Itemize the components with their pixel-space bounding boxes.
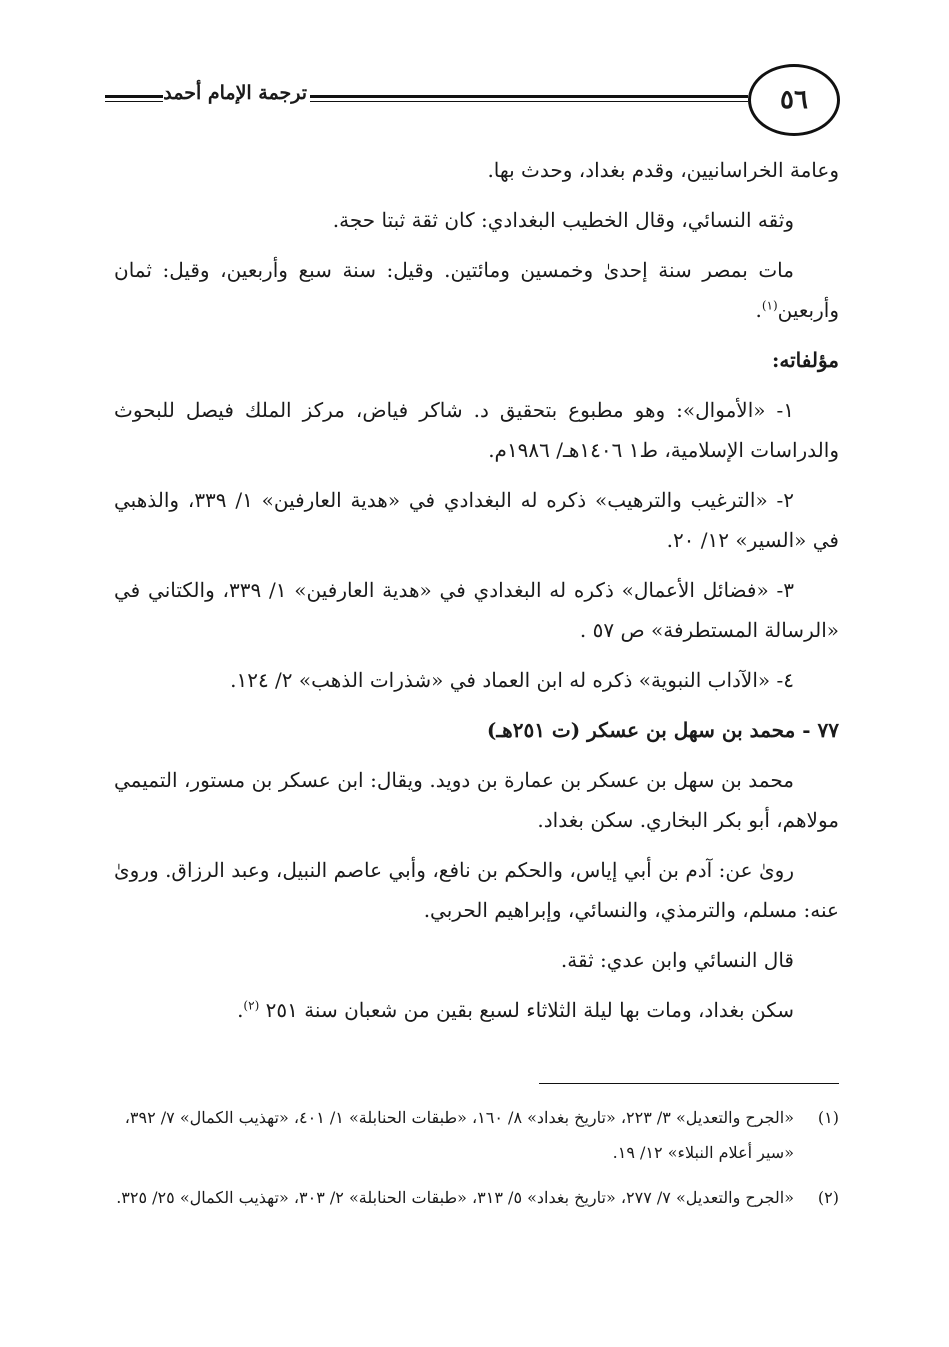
work-item: ٣- «فضائل الأعمال» ذكره له البغدادي في «هدية العارفين» ١/ ٣٣٩، والكتاني في «الرسالة المستطرفة» ص ٥٧ . (114, 578, 839, 642)
header-rule-left (105, 95, 163, 98)
header-rule (310, 95, 748, 98)
works-heading: مؤلفاته: (771, 348, 839, 372)
paragraph-text: سكن بغداد، ومات بها ليلة الثلاثاء لسبع بقين من شعبان سنة ٢٥١ (265, 998, 794, 1022)
page-number: ٥٦ (780, 85, 808, 115)
running-title: ترجمة الإمام أحمد (163, 82, 307, 104)
paragraph (114, 990, 839, 1030)
paragraph: قال النسائي وابن عدي: ثقة. (560, 948, 794, 972)
paragraph-text: مات بمصر سنة إحدىٰ وخمسين ومائتين. وقيل: سنة سبع وأربعين، وقيل: ثمان وأربعين (114, 258, 839, 322)
footnotes (104, 1100, 839, 1225)
footnote-number: (١) (817, 1108, 839, 1127)
paragraph: روىٰ عن: آدم بن أبي إياس، والحكم بن نافع، وأبي عاصم النبيل، وعبد الرزاق. وروىٰ عنه: مسلم، والترمذي، والنسائي، وإبراهيم الحربي. (114, 858, 839, 922)
header-rule-left-thin (105, 101, 163, 102)
paragraph: محمد بن سهل بن عسكر بن عمارة بن دويد. ويقال: ابن عسكر بن مستور، التميمي مولاهم، أبو بكر البخاري. سكن بغداد. (114, 768, 839, 832)
footnote-text: «الجرح والتعديل» ٧/ ٢٧٧، «تاريخ بغداد» ٥/ ٣١٣، «طبقات الحنابلة» ٢/ ٣٠٣، «تهذيب الكمال» ٢٥/ ٣٢٥. (116, 1188, 794, 1207)
main-text (114, 150, 839, 1040)
footnote-number: (٢) (817, 1188, 839, 1207)
paragraph: وعامة الخراسانيين، وقدم بغداد، وحدث بها. (487, 158, 839, 182)
footnote-ref: (١) (761, 298, 778, 313)
work-item: ٢- «الترغيب والترهيب» ذكره له البغدادي في «هدية العارفين» ١/ ٣٣٩، والذهبي في «السير» ١٢/ ٢٠. (114, 488, 839, 552)
footnote-text: «الجرح والتعديل» ٣/ ٢٢٣، «تاريخ بغداد» ٨/ ١٦٠، «طبقات الحنابلة» ١/ ٤٠١، «تهذيب الكمال» ٧/ ٣٩٢، «سير أعلام النبلاء» ١٢/ ١٩. (124, 1108, 794, 1162)
page-header (105, 62, 840, 142)
footnote-ref: (٢) (243, 998, 260, 1013)
header-rule-thin (310, 101, 748, 102)
work-item: ٤- «الآداب النبوية» ذكره له ابن العماد في «شذرات الذهب» ٢/ ١٢٤. (230, 668, 794, 692)
paragraph-end: . (755, 298, 762, 322)
footnote-separator (539, 1083, 839, 1084)
footnote (104, 1100, 839, 1170)
paragraph: وثقه النسائي، وقال الخطيب البغدادي: كان ثقة ثبتا حجة. (332, 208, 794, 232)
paragraph-end: . (237, 998, 244, 1022)
paragraph (114, 250, 839, 330)
entry-heading: ٧٧ - محمد بن سهل بن عسكر (ت ٢٥١هـ) (486, 718, 839, 742)
footnote (104, 1180, 839, 1215)
page-number-badge (748, 64, 840, 136)
work-item: ١- «الأموال»: وهو مطبوع بتحقيق د. شاكر فياض، مركز الملك فيصل للبحوث والدراسات الإسلامية، ط١ ١٤٠٦هـ/ ١٩٨٦م. (114, 398, 839, 462)
